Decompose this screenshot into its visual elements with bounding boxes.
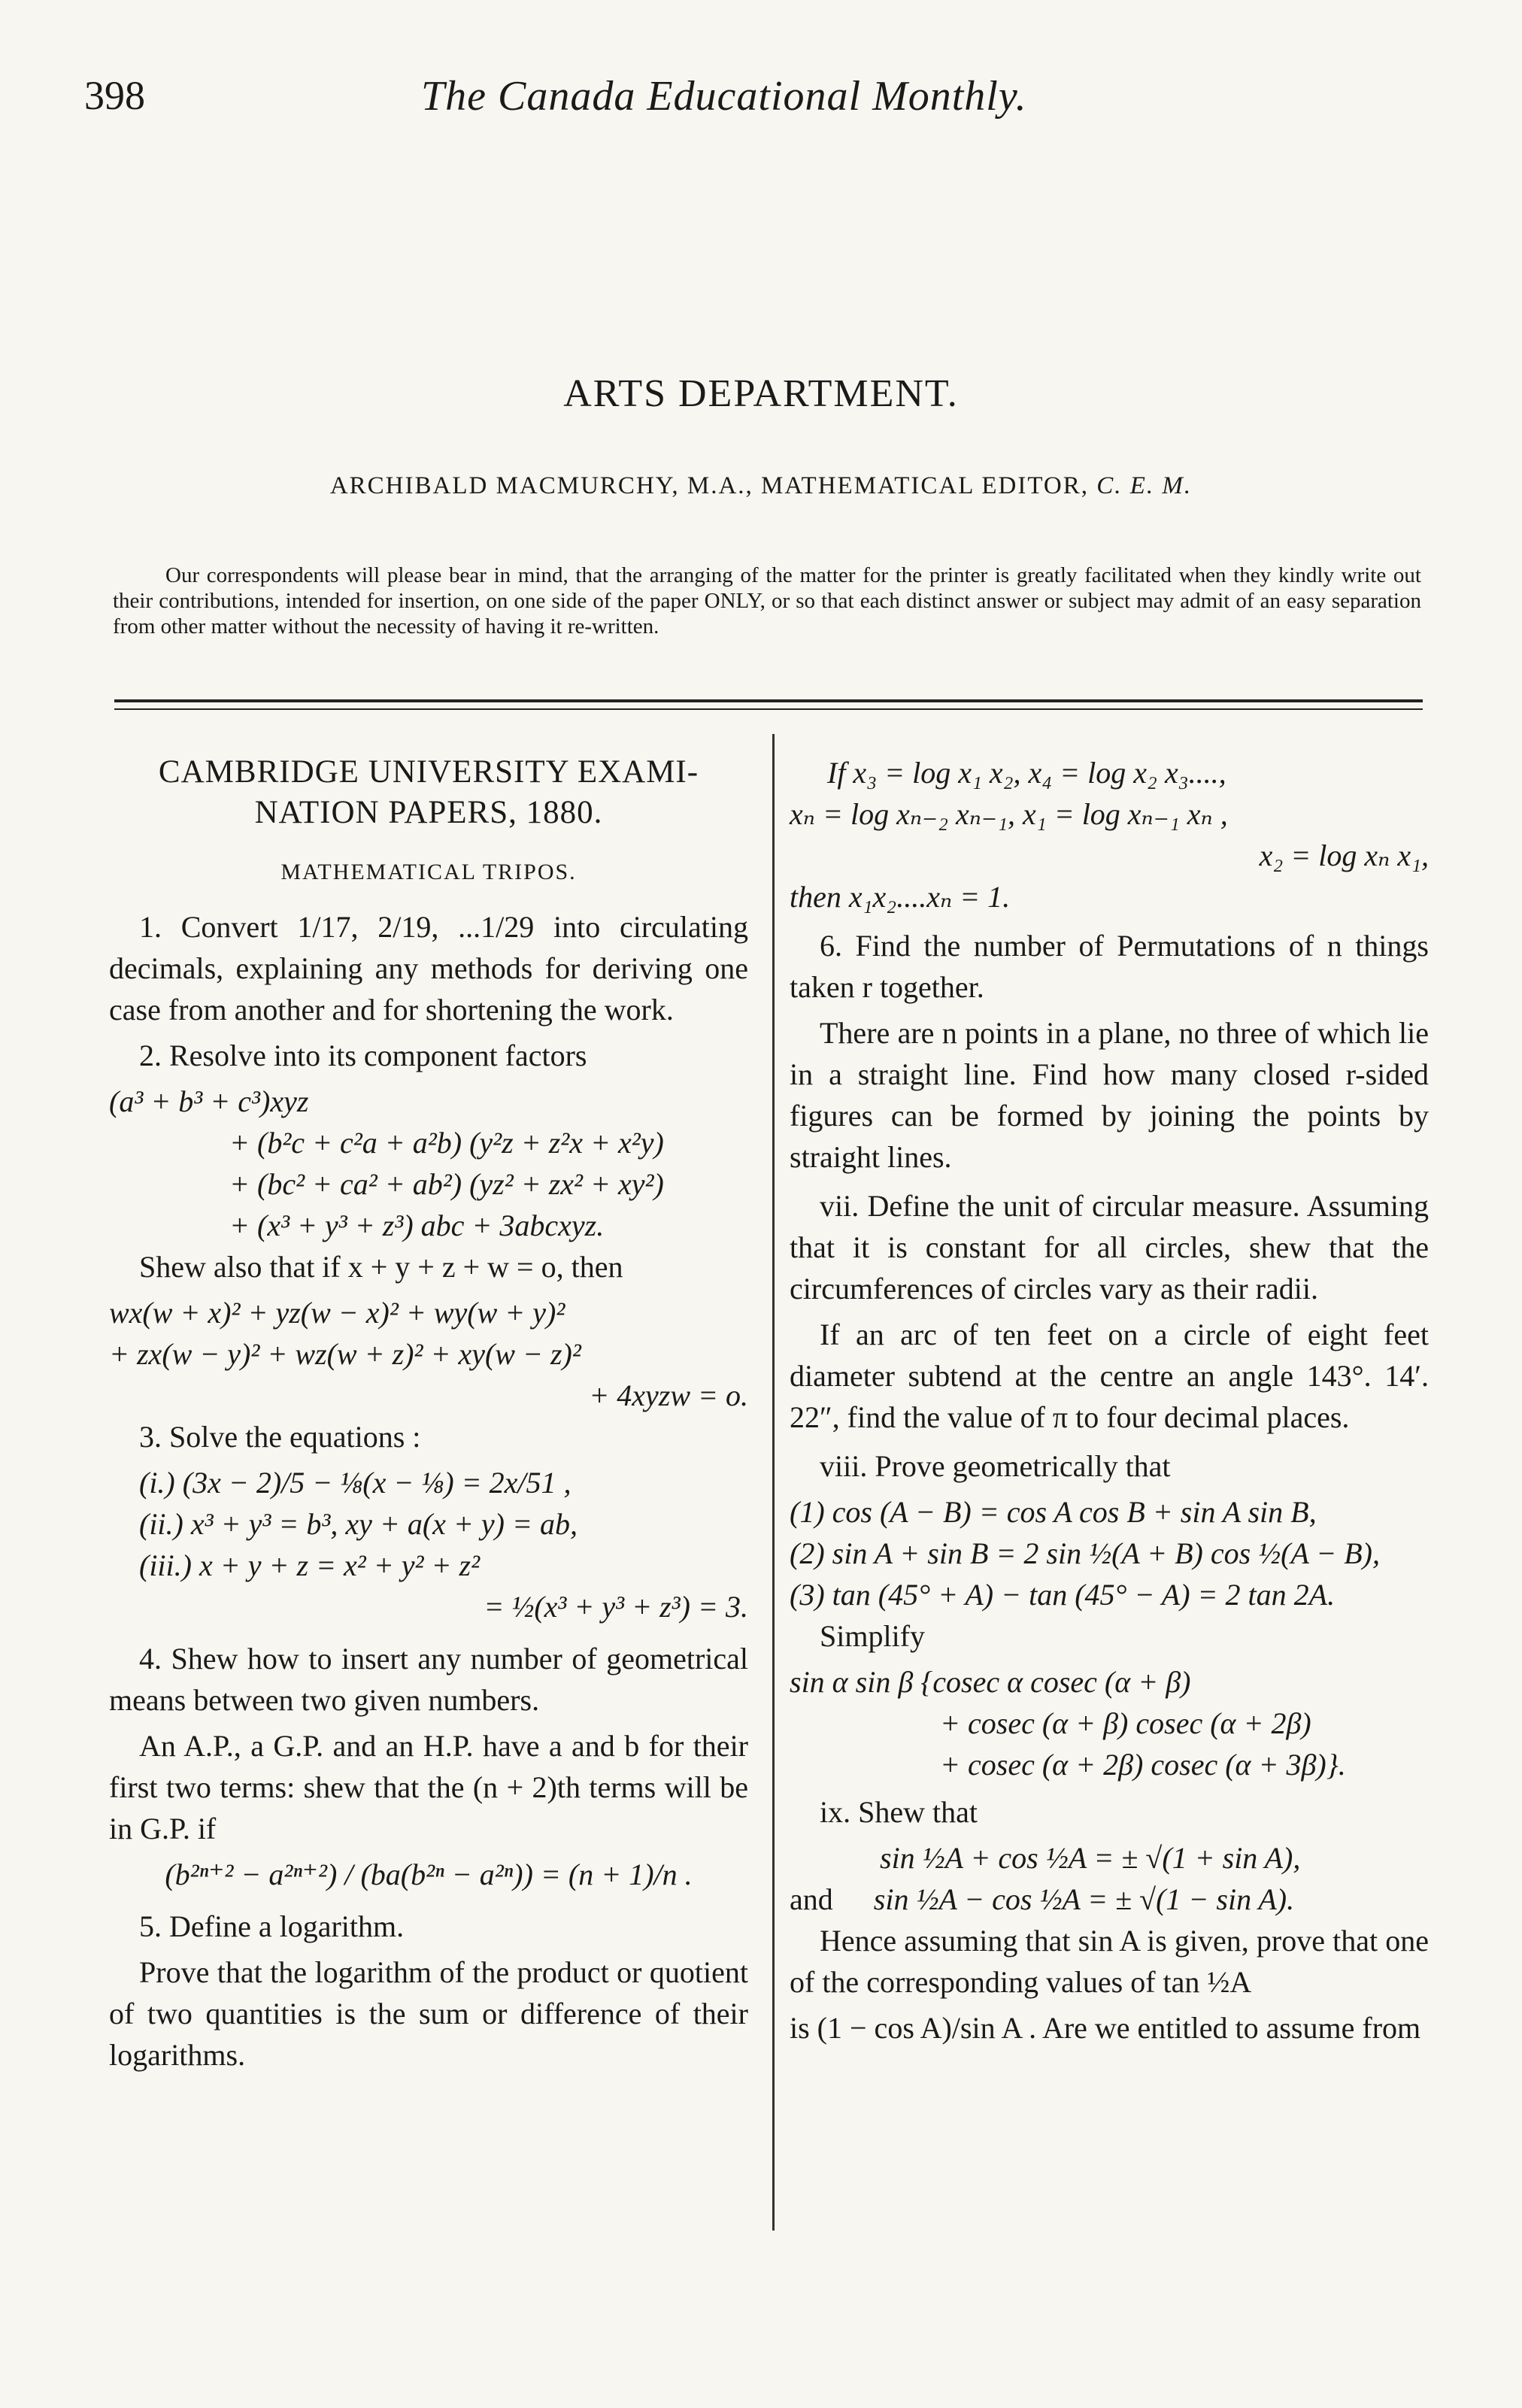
right-column — [790, 752, 1429, 2053]
question-2-intro: 2. Resolve into its component factors — [139, 1039, 587, 1072]
equation-line: + (bc² + ca² + ab²) (yz² + zx² + xy²) — [229, 1167, 664, 1201]
section-title: CAMBRIDGE UNIVERSITY EXAMI-NATION PAPERS, 1880. — [158, 754, 699, 830]
equation-line — [790, 1879, 1429, 1920]
department-title: ARTS DEPARTMENT. — [563, 372, 959, 415]
equation-line: (b²ⁿ⁺² − a²ⁿ⁺²) / (ba(b²ⁿ − a²ⁿ)) = (n + 1)/n . — [165, 1858, 693, 1891]
question-5-b: Prove that the logarithm of the product or quotient of two quantities is the sum or difference of their logarithms. — [109, 1955, 748, 2072]
question-7-b: If an arc of ten feet on a circle of eight feet diameter subtend at the centre an angle 143°. 14′. 22″, find the value of π to four decimal places. — [790, 1318, 1429, 1434]
simplify-label: Simplify — [820, 1619, 926, 1653]
equation-line: (1) cos (A − B) = cos A cos B + sin A sin B, — [790, 1495, 1317, 1529]
question-2-also: Shew also that if x + y + z + w = o, then — [139, 1250, 623, 1284]
subsection-title: MATHEMATICAL TRIPOS. — [280, 860, 577, 884]
equation-line: (i.) (3x − 2)/5 − ⅛(x − ⅛) = 2x/51 , — [139, 1466, 572, 1500]
equation-line: + cosec (α + 2β) cosec (α + 3β)}. — [940, 1748, 1346, 1782]
question-1: 1. Convert 1/17, 2/19, ...1/29 into circulating decimals, explaining any methods for deriving one case from another and for shortening the work. — [109, 910, 748, 1027]
equation-line: (iii.) x + y + z = x² + y² + z² — [139, 1548, 481, 1582]
equation-line: x₂ = log xₙ x₁, — [1259, 839, 1429, 872]
divider-rule — [114, 699, 1423, 702]
editor-line — [0, 472, 1522, 500]
question-6: 6. Find the number of Permutations of n things taken r together. — [790, 929, 1429, 1004]
equation-line: (a³ + b³ + c³)xyz — [109, 1084, 309, 1118]
equation-line: (3) tan (45° + A) − tan (45° − A) = 2 tan 2A. — [790, 1578, 1336, 1612]
question-9-b: Hence assuming that sin A is given, prove that one of the corresponding values of tan ½A — [790, 1924, 1429, 1999]
equation-text: sin ½A − cos ½A = ± √(1 − sin A). — [873, 1882, 1295, 1916]
question-9: ix. Shew that — [820, 1795, 978, 1829]
question-4-b: An A.P., a G.P. and an H.P. have a and b for their first two terms: shew that the (n + 2)th terms will be in G.P. if — [109, 1729, 748, 1845]
question-6-b: There are n points in a plane, no three of which lie in a straight line. Find how many closed r-sided figures can be formed by joining the points by straight lines. — [790, 1016, 1429, 1174]
equation-line: + (b²c + c²a + a²b) (y²z + z²x + x²y) — [229, 1126, 664, 1160]
equation-line: + 4xyzw = o. — [589, 1378, 748, 1412]
equation-line: = ½(x³ + y³ + z³) = 3. — [484, 1590, 748, 1624]
page-number: 398 — [84, 73, 145, 118]
and-label: and — [790, 1882, 833, 1916]
equation-line: wx(w + x)² + yz(w − x)² + wy(w + y)² — [109, 1296, 565, 1330]
question-7: vii. Define the unit of circular measure. Assuming that it is constant for all circles, shew that the circumferences of circles vary as their radii. — [790, 1189, 1429, 1306]
divider-rule-thin — [114, 708, 1423, 710]
equation-line: + zx(w − y)² + wz(w + z)² + xy(w − z)² — [109, 1337, 581, 1371]
equation-line: + cosec (α + β) cosec (α + 2β) — [940, 1706, 1311, 1740]
correspondents-notice: Our correspondents will please bear in mind, that the arranging of the matter for the printer is greatly facilitated when they kindly write out their contributions, intended for insertion, on one side of the paper ONLY, or so that each distinct answer or subject may admit of an easy separation from other matter without the necessity of having it re-written. — [113, 563, 1421, 638]
equation-line: xₙ = log xₙ₋₂ xₙ₋₁, x₁ = log xₙ₋₁ xₙ , — [790, 797, 1228, 831]
equation-line: If x₃ = log x₁ x₂, x₄ = log x₂ x₃...., — [827, 756, 1226, 790]
question-4: 4. Shew how to insert any number of geometrical means between two given numbers. — [109, 1642, 748, 1717]
column-divider — [772, 734, 775, 2231]
equation-line: then x₁x₂....xₙ = 1. — [790, 880, 1011, 914]
question-3-intro: 3. Solve the equations : — [139, 1420, 421, 1454]
equation-line: (2) sin A + sin B = 2 sin ½(A + B) cos ½(A − B), — [790, 1536, 1380, 1570]
question-8: viii. Prove geometrically that — [820, 1449, 1171, 1483]
equation-line: sin ½A + cos ½A = ± √(1 + sin A), — [880, 1841, 1301, 1875]
equation-line: (ii.) x³ + y³ = b³, xy + a(x + y) = ab, — [139, 1507, 578, 1541]
editor-name: ARCHIBALD MACMURCHY, M.A., MATHEMATICAL EDITOR, — [329, 472, 1090, 499]
equation-line: + (x³ + y³ + z³) abc + 3abcxyz. — [229, 1209, 605, 1242]
running-title: The Canada Educational Monthly. — [421, 73, 1027, 120]
editor-suffix: C. E. M. — [1096, 472, 1193, 499]
equation-line: sin α sin β {cosec α cosec (α + β) — [790, 1665, 1191, 1699]
question-9-c: is (1 − cos A)/sin A . Are we entitled to assume from — [790, 2011, 1421, 2045]
question-5: 5. Define a logarithm. — [139, 1909, 405, 1943]
left-column — [109, 752, 748, 2080]
